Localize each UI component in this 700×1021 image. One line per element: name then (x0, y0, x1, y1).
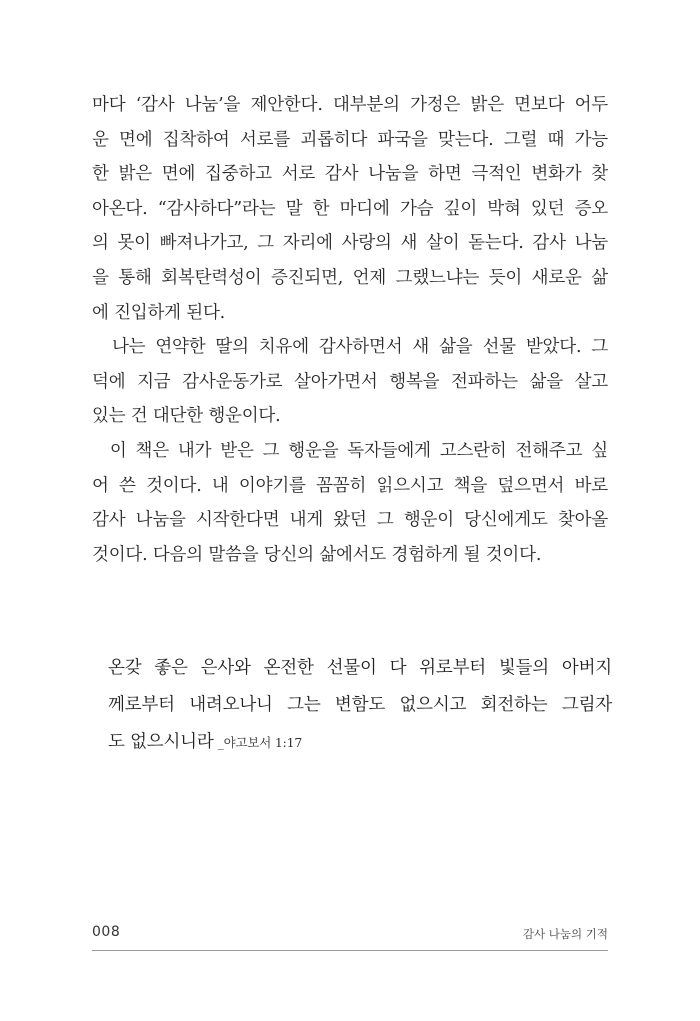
body-text (92, 88, 608, 572)
scripture-citation: _야고보서 1:17 (217, 735, 303, 750)
text-line: 을 통해 회복탄력성이 증진되면, 언제 그랬느냐는 듯이 새로운 삶 (92, 267, 608, 288)
text-line: 덕에 지금 감사운동가로 살아가면서 행복을 전파하는 삶을 살고 (92, 371, 608, 392)
text-line: 의 못이 빠져나가고, 그 자리에 사랑의 새 살이 돋는다. 감사 나눔 (92, 233, 608, 254)
text-line: 운 면에 집착하여 서로를 괴롭히다 파국을 맞는다. 그럴 때 가능 (92, 129, 608, 150)
paragraph-3 (92, 434, 608, 572)
quote-line-text: 도 없으시니라 (108, 732, 214, 752)
text-line: 마다 ‘감사 나눔’을 제안한다. 대부분의 가정은 밝은 면보다 어두 (92, 95, 608, 115)
running-title: 감사 나눔의 기적 (522, 927, 608, 941)
text-line: 아온다. “감사하다”라는 말 한 마디에 가슴 깊이 박혀 있던 증오 (92, 198, 608, 219)
text-line: 나는 연약한 딸의 치유에 감사하면서 새 삶을 선물 받았다. 그 (92, 337, 608, 358)
quote-line-last (108, 724, 612, 761)
text-line: 이 책은 내가 받은 그 행운을 독자들에게 고스란히 전해주고 싶 (92, 440, 608, 461)
footer-divider (92, 950, 608, 951)
text-line: 감사 나눔을 시작한다면 내게 왔던 그 행운이 당신에게도 찾아올 (92, 510, 608, 531)
quote-line: 온갖 좋은 은사와 온전한 선물이 다 위로부터 빛들의 아버지 (108, 658, 612, 678)
paragraph-2 (92, 330, 608, 434)
text-line: 에 진입하게 된다. (92, 302, 226, 323)
text-line: 있는 건 대단한 행운이다. (92, 406, 281, 427)
paragraph-1 (92, 88, 608, 330)
quote-line: 께로부터 내려오나니 그는 변함도 없으시고 회전하는 그림자 (108, 695, 612, 715)
scripture-quote (108, 650, 612, 761)
text-line: 한 밝은 면에 집중하고 서로 감사 나눔을 하면 극적인 변화가 찾 (92, 164, 608, 185)
text-line: 어 쓴 것이다. 내 이야기를 꼼꼼히 읽으시고 책을 덮으면서 바로 (92, 475, 608, 496)
text-line: 것이다. 다음의 말씀을 당신의 삶에서도 경험하게 될 것이다. (92, 544, 542, 565)
page-number: 008 (92, 924, 121, 940)
